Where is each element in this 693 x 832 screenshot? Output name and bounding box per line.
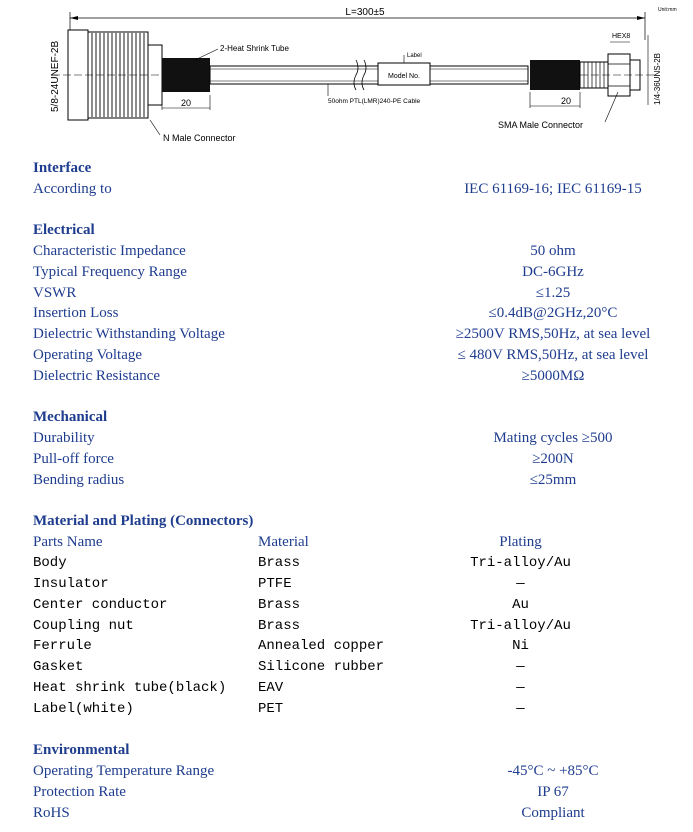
part-plating: — [516, 576, 525, 592]
col-parts-name: Parts Name [33, 534, 103, 550]
part-name: Ferrule [33, 638, 92, 654]
mechanical-heading: Mechanical [33, 409, 108, 425]
spec-key: Operating Temperature Range [33, 763, 215, 779]
spec-row [33, 472, 673, 492]
cable-shape [210, 66, 528, 84]
col-plating: Plating [499, 534, 542, 550]
part-plating: Tri-alloy/Au [470, 555, 571, 571]
interface-heading: Interface [33, 160, 92, 176]
part-name: Center conductor [33, 597, 168, 613]
spec-key: Typical Frequency Range [33, 264, 187, 280]
spec-key: Dielectric Resistance [33, 368, 161, 384]
left-shrink-dimension: 20 [180, 98, 192, 108]
right-heat-shrink-shape [530, 60, 580, 90]
spec-key: Durability [33, 430, 95, 446]
cable-assembly-drawing [0, 0, 693, 150]
spec-key: Dielectric Withstanding Voltage [33, 326, 225, 342]
table-row [33, 576, 673, 596]
table-row [33, 555, 673, 575]
table-row [33, 701, 673, 721]
spec-row [33, 347, 673, 367]
spec-value: ≤0.4dB@2GHz,20°C [488, 305, 618, 321]
spec-key: Bending radius [33, 472, 125, 488]
spec-value: -45°C ~ +85°C [507, 763, 599, 779]
right-shrink-dimension: 20 [560, 96, 572, 106]
left-heat-shrink-shape [162, 58, 210, 92]
part-plating: — [516, 659, 525, 675]
spec-key: Characteristic Impedance [33, 243, 186, 259]
table-row [33, 597, 673, 617]
part-name: Coupling nut [33, 618, 134, 634]
part-plating: Ni [512, 638, 529, 654]
left-thread-label: 5/8-24UNEF-2B [50, 40, 61, 112]
model-no-text: Model No. [388, 73, 420, 80]
part-material: PET [258, 701, 284, 717]
part-material: Brass [258, 618, 301, 634]
part-name: Insulator [33, 576, 109, 592]
material-heading: Material and Plating (Connectors) [33, 513, 254, 529]
hex-label: HEX8 [612, 33, 631, 40]
spec-key: Pull-off force [33, 451, 114, 467]
spec-row [33, 326, 673, 346]
spec-row [33, 430, 673, 450]
table-row [33, 638, 673, 658]
sma-connector-callout: SMA Male Connector [498, 120, 584, 130]
spec-value: 50 ohm [530, 243, 576, 259]
spec-key: Insertion Loss [33, 305, 119, 321]
unit-label: Unit:mm [658, 7, 677, 13]
table-row [33, 680, 673, 700]
spec-value: ≥2500V RMS,50Hz, at sea level [455, 326, 651, 342]
spec-row [33, 243, 673, 263]
table-row [33, 659, 673, 679]
label-callout: Label [407, 53, 422, 59]
spec-key: Operating Voltage [33, 347, 143, 363]
spec-row [33, 805, 673, 825]
table-row [33, 618, 673, 638]
part-name: Label(white) [33, 701, 134, 717]
part-name: Heat shrink tube(black) [33, 680, 227, 696]
right-thread-label: 1/4-36UNS-2B [653, 52, 662, 105]
part-material: PTFE [258, 576, 292, 592]
spec-row [33, 264, 673, 284]
col-material: Material [258, 534, 309, 550]
material-header-row [33, 534, 673, 554]
part-material: Annealed copper [258, 638, 385, 654]
cable-callout: 50ohm PTL(LMR)240-PE Cable [328, 98, 421, 105]
environmental-heading: Environmental [33, 742, 130, 758]
spec-row [33, 784, 673, 804]
spec-row [33, 763, 673, 783]
spec-value: Compliant [521, 805, 585, 821]
part-plating: — [516, 680, 525, 696]
spec-value: ≤ 480V RMS,50Hz, at sea level [457, 347, 649, 363]
part-material: Brass [258, 555, 301, 571]
part-name: Gasket [33, 659, 84, 675]
spec-value: ≤25mm [529, 472, 577, 488]
electrical-heading: Electrical [33, 222, 95, 238]
spec-key: VSWR [33, 285, 77, 301]
spec-value: DC-6GHz [522, 264, 584, 280]
spec-value: IP 67 [537, 784, 569, 800]
part-name: Body [33, 555, 67, 571]
spec-value: ≥200N [532, 451, 574, 467]
part-plating: Au [512, 597, 529, 613]
part-material: Brass [258, 597, 301, 613]
part-plating: — [516, 701, 525, 717]
spec-row [33, 181, 673, 201]
spec-row [33, 305, 673, 325]
length-dimension: L=300±5 [345, 7, 385, 18]
spec-value: ≤1.25 [535, 285, 571, 301]
spec-key: Protection Rate [33, 784, 126, 800]
n-connector-callout: N Male Connector [163, 133, 236, 143]
spec-row [33, 368, 673, 388]
part-material: Silicone rubber [258, 659, 385, 675]
heat-shrink-callout: 2-Heat Shrink Tube [220, 44, 289, 53]
spec-value: Mating cycles ≥500 [493, 430, 613, 446]
spec-value: IEC 61169-16; IEC 61169-15 [464, 181, 642, 197]
spec-value: ≥5000MΩ [521, 368, 585, 384]
part-material: EAV [258, 680, 284, 696]
spec-row [33, 451, 673, 471]
spec-row [33, 285, 673, 305]
part-plating: Tri-alloy/Au [470, 618, 571, 634]
spec-key: According to [33, 181, 112, 197]
spec-key: RoHS [33, 805, 70, 821]
